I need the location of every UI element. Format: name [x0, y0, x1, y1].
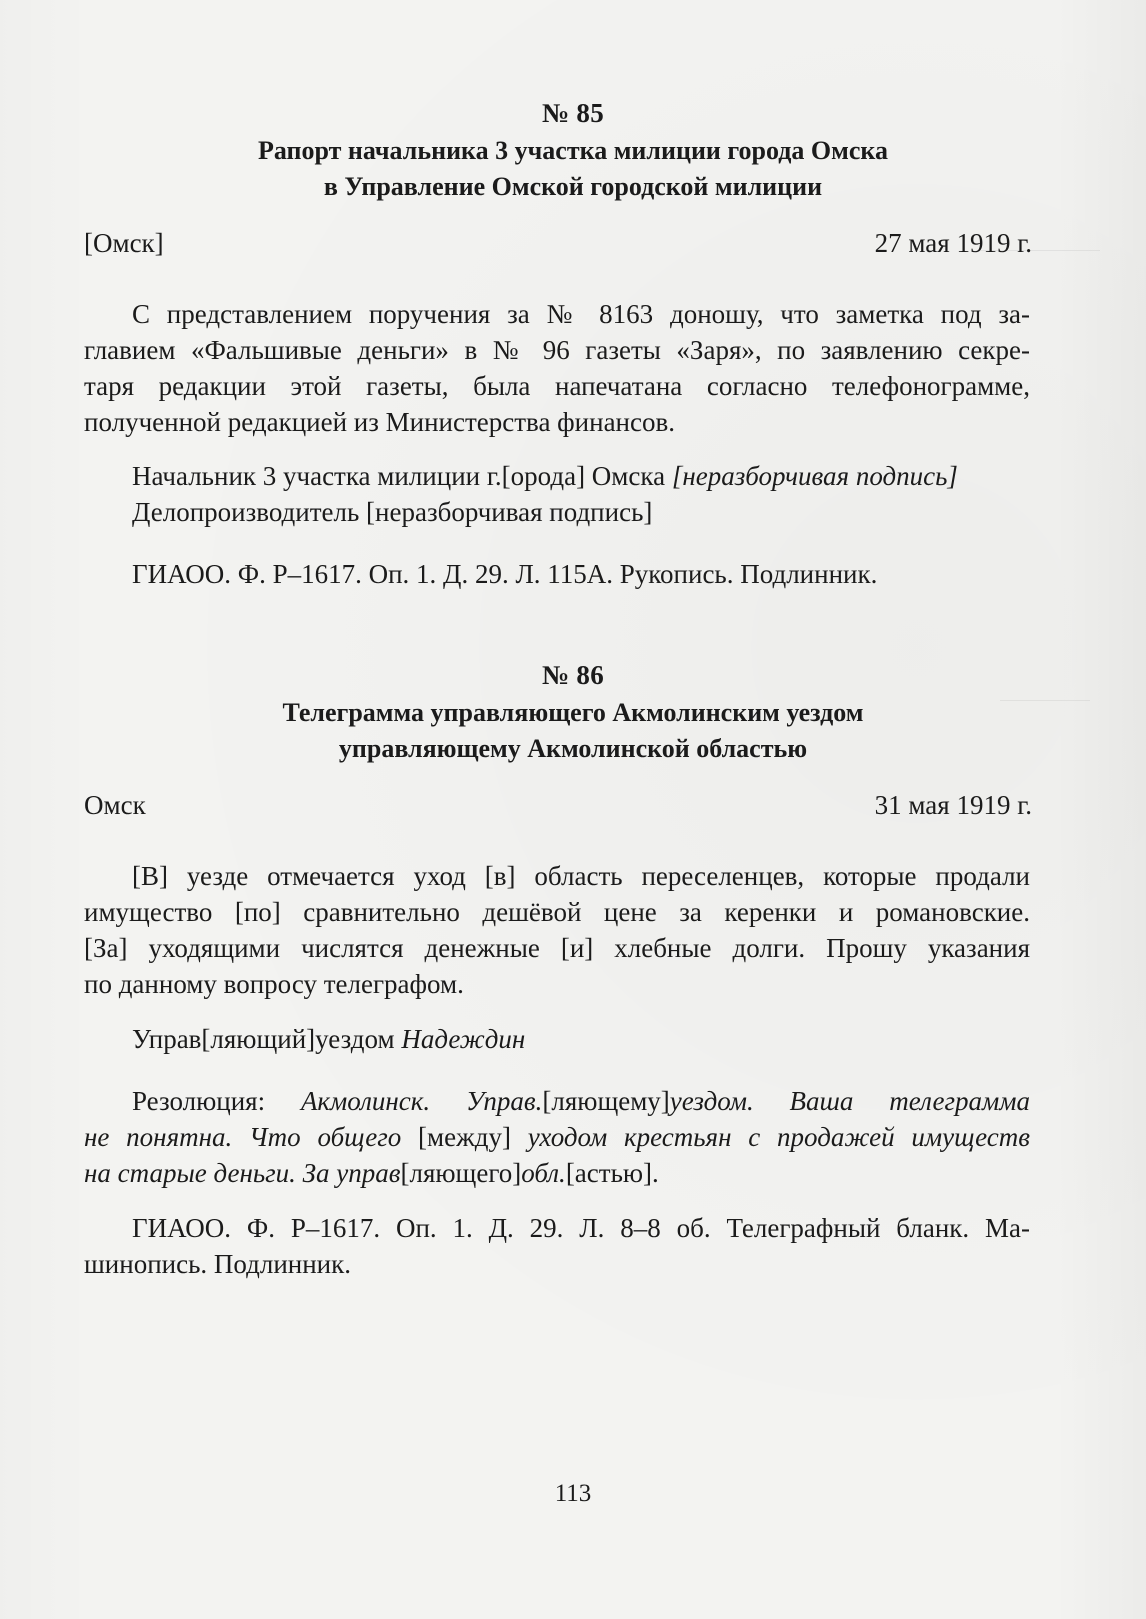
resolution-bracket: [ляющему]	[542, 1086, 670, 1116]
doc85-body-line: таря редакции этой газеты, была напечатана согласно телефонограмме,	[84, 371, 1030, 401]
doc86-title-line2: управляющему Акмолинской областью	[338, 734, 808, 763]
doc86-resolution-line-1	[84, 1083, 1030, 1119]
doc86-body-line: [За] уходящими числятся денежные [и] хлебные долги. Прошу указания	[84, 933, 1030, 963]
doc86-resolution-line-3	[84, 1155, 1030, 1191]
doc86-date: 31 мая 1919 г.	[874, 790, 1032, 820]
doc85-place: [Омск]	[84, 228, 164, 258]
resolution-text: уездом. Ваша телеграмма	[669, 1086, 1030, 1116]
resolution-text: не понятна. Что общего	[84, 1122, 419, 1152]
resolution-text: обл.	[521, 1158, 566, 1188]
doc85-signature-1-italic: [неразборчивая подпись]	[671, 461, 958, 491]
doc85-body-line: С представлением поручения за № 8163 доношу, что заметка под за-	[132, 299, 1030, 329]
doc85-signature-1-text: Начальник 3 участка милиции г.[орода] Омска	[132, 461, 672, 491]
resolution-text: Акмолинск. Управ.	[300, 1086, 543, 1116]
page-number: 113	[554, 1480, 592, 1507]
doc86-body-line: по данному вопросу телеграфом.	[84, 969, 464, 999]
doc86-signature	[132, 1021, 525, 1057]
doc86-resolution	[84, 1083, 1030, 1191]
resolution-bracket: [астью].	[565, 1158, 659, 1188]
doc86-source-line: шинопись. Подлинник.	[84, 1249, 351, 1279]
doc86-signature-text: Управ[ляющий]уездом	[132, 1024, 402, 1054]
doc86-source	[84, 1210, 1030, 1282]
resolution-text: уходом крестьян с продажей имуществ	[527, 1122, 1030, 1152]
doc86-body-line: имущество [по] сравнительно дешёвой цене за керенки и романовские.	[84, 897, 1030, 927]
doc85-body-line: главием «Фальшивые деньги» в № 96 газеты «Заря», по заявлению секре-	[84, 335, 1030, 365]
doc86-signature-italic: Надеждин	[401, 1024, 526, 1054]
doc85-body	[84, 296, 1030, 440]
doc85-source: ГИАОО. Ф. Р–1617. Оп. 1. Д. 29. Л. 115А. Рукопись. Подлинник.	[132, 559, 878, 589]
resolution-bracket: [между]	[418, 1122, 528, 1152]
doc86-source-line: ГИАОО. Ф. Р–1617. Оп. 1. Д. 29. Л. 8–8 об. Телеграфный бланк. Ма-	[132, 1213, 1030, 1243]
resolution-bracket: [ляющего]	[400, 1158, 522, 1188]
doc85-title-line1: Рапорт начальника 3 участка милиции города Омска	[258, 136, 888, 165]
resolution-label: Резолюция:	[132, 1086, 301, 1116]
doc85-number: № 85	[541, 98, 605, 128]
doc86-title-line1: Телеграмма управляющего Акмолинским уездом	[282, 698, 864, 727]
doc85-date: 27 мая 1919 г.	[874, 228, 1032, 258]
doc85-title	[0, 133, 1146, 205]
doc86-number: № 86	[541, 660, 605, 690]
doc85-body-line: полученной редакцией из Министерства финансов.	[84, 407, 675, 437]
doc86-title	[0, 695, 1146, 767]
doc86-resolution-line-2	[84, 1119, 1030, 1155]
bleed-through-mark	[980, 250, 1100, 251]
doc86-place: Омск	[84, 790, 146, 820]
doc85-signature-1	[132, 458, 958, 494]
resolution-text: на старые деньги. За управ	[84, 1158, 401, 1188]
doc85-title-line2: в Управление Омской городской милиции	[323, 172, 823, 201]
bleed-through-mark	[1000, 700, 1090, 701]
doc85-signature-2: Делопроизводитель [неразборчивая подпись]	[132, 497, 653, 527]
doc86-body	[84, 858, 1030, 1002]
doc86-body-line: [В] уезде отмечается уход [в] область переселенцев, которые продали	[132, 861, 1030, 891]
